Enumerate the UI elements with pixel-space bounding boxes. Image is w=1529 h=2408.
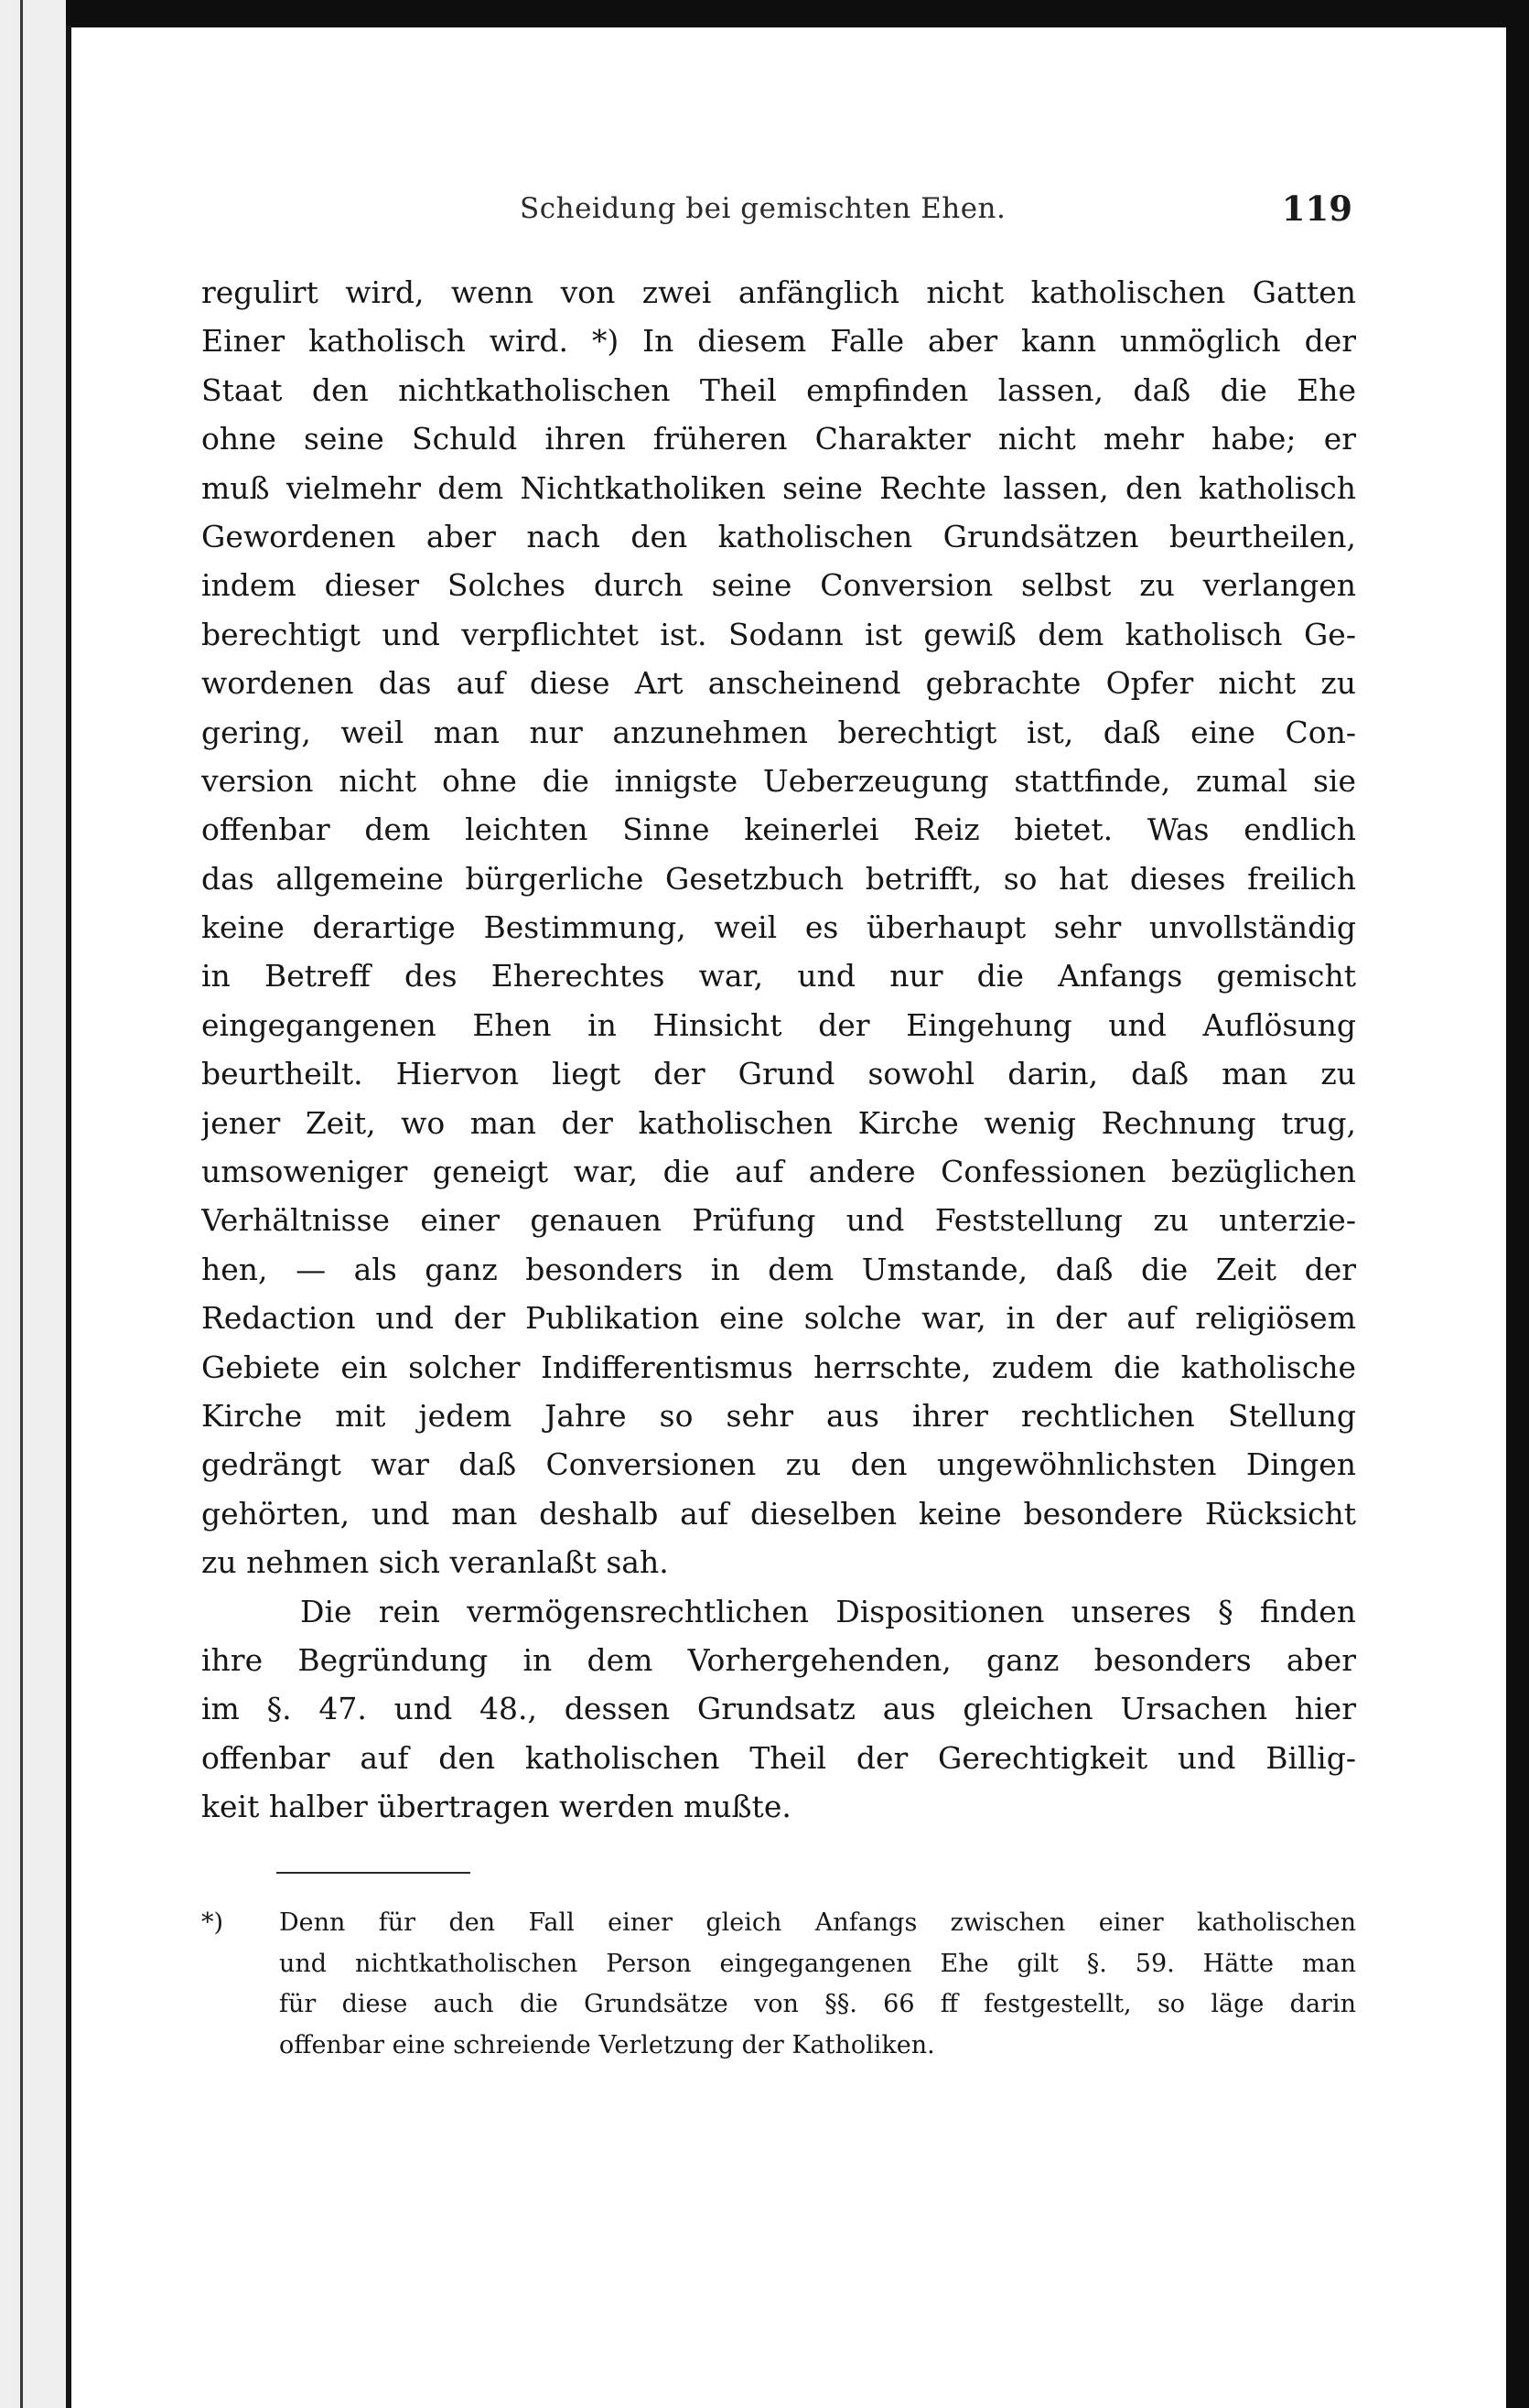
text-line: keit halber übertragen werden mußte. xyxy=(201,1789,791,1825)
page-number: 119 xyxy=(1281,188,1352,229)
text-line: ihre Begründung in dem Vorhergehenden, ganz besonders aber xyxy=(201,1641,1356,1678)
body-text xyxy=(201,268,1356,1832)
text-line: Gewordenen aber nach den katholischen Grundsätzen beurtheilen, xyxy=(201,518,1356,554)
text-line: Kirche mit jedem Jahre so sehr aus ihrer rechtlichen Stellung xyxy=(201,1397,1356,1434)
text-line: berechtigt und verpflichtet ist. Sodann ist gewiß dem katholisch Ge- xyxy=(201,616,1356,652)
footnote-marker: *) xyxy=(201,1908,224,1937)
text-line: gering, weil man nur anzunehmen berechtigt ist, daß eine Con- xyxy=(201,714,1356,750)
text-line: Verhältnisse einer genauen Prüfung und Feststellung zu unterzie- xyxy=(201,1202,1356,1239)
text-line: Redaction und der Publikation eine solche war, in der auf religiösem xyxy=(201,1300,1356,1337)
text-line: muß vielmehr dem Nichtkatholiken seine Rechte lassen, den katholisch xyxy=(201,469,1356,506)
text-line: offenbar auf den katholischen Theil der Gerechtigkeit und Billig- xyxy=(201,1739,1356,1776)
text-line: im §. 47. und 48., dessen Grundsatz aus gleichen Ursachen hier xyxy=(201,1691,1356,1727)
footnote xyxy=(201,1903,1356,2066)
text-line: Gebiete ein solcher Indifferentismus herrschte, zudem die katholische xyxy=(201,1349,1356,1385)
text-line: Einer katholisch wird. *) In diesem Falle aber kann unmöglich der xyxy=(201,323,1356,360)
text-line: umsoweniger geneigt war, die auf andere Confessionen bezüglichen xyxy=(201,1154,1356,1190)
text-line: hen, — als ganz besonders in dem Umstande, daß die Zeit der xyxy=(201,1251,1356,1287)
text-line: ohne seine Schuld ihren früheren Charakter nicht mehr habe; er xyxy=(201,421,1356,457)
text-line: indem dieser Solches durch seine Conversion selbst zu verlangen xyxy=(201,567,1356,604)
text-line: version nicht ohne die innigste Ueberzeugung stattfinde, zumal sie xyxy=(201,762,1356,799)
text-line: Die rein vermögensrechtlichen Dispositionen unseres § finden xyxy=(300,1593,1356,1629)
scan-right-border xyxy=(1506,0,1529,2408)
text-line: regulirt wird, wenn von zwei anfänglich nicht katholischen Gatten xyxy=(201,274,1356,310)
text-line: gehörten, und man deshalb auf dieselben keine besondere Rücksicht xyxy=(201,1495,1356,1532)
footnote-text: Denn für den Fall einer gleich Anfangs zwischen einer katholischen xyxy=(279,1908,1356,1937)
text-line: Staat den nichtkatholischen Theil empfinden lassen, daß die Ehe xyxy=(201,371,1356,408)
text-line: beurtheilt. Hiervon liegt der Grund sowohl darin, daß man zu xyxy=(201,1056,1356,1092)
footnote-line: offenbar eine schreiende Verletzung der Katholiken. xyxy=(279,2030,935,2059)
book-page xyxy=(71,27,1506,2408)
footnote-line: und nichtkatholischen Person eingegangenen Ehe gilt §. 59. Hätte man xyxy=(279,1949,1356,1978)
text-line: jener Zeit, wo man der katholischen Kirche wenig Rechnung trug, xyxy=(201,1104,1356,1141)
page-header xyxy=(71,188,1506,247)
text-line: in Betreff des Eherechtes war, und nur die Anfangs gemischt xyxy=(201,958,1356,994)
footnote-line: für diese auch die Grundsätze von §§. 66 ff festgestellt, so läge darin xyxy=(279,1990,1356,2018)
text-line: das allgemeine bürgerliche Gesetzbuch betrifft, so hat dieses freilich xyxy=(201,860,1356,897)
footnote-line xyxy=(201,1903,1356,1944)
text-line: zu nehmen sich veranlaßt sah. xyxy=(201,1544,669,1581)
text-line: offenbar dem leichten Sinne keinerlei Reiz bietet. Was endlich xyxy=(201,812,1356,848)
text-line: keine derartige Bestimmung, weil es überhaupt sehr unvollständig xyxy=(201,909,1356,946)
text-line: gedrängt war daß Conversionen zu den ungewöhnlichsten Dingen xyxy=(201,1446,1356,1483)
scan-top-border xyxy=(66,0,1529,27)
text-line: wordenen das auf diese Art anscheinend gebrachte Opfer nicht zu xyxy=(201,665,1356,702)
running-head: Scheidung bei gemischten Ehen. xyxy=(520,192,1007,225)
facing-page-border xyxy=(20,0,23,2408)
text-line: eingegangenen Ehen in Hinsicht der Eingehung und Auflösung xyxy=(201,1006,1356,1043)
facing-page-edge xyxy=(0,0,66,2408)
footnote-separator xyxy=(276,1872,470,1874)
